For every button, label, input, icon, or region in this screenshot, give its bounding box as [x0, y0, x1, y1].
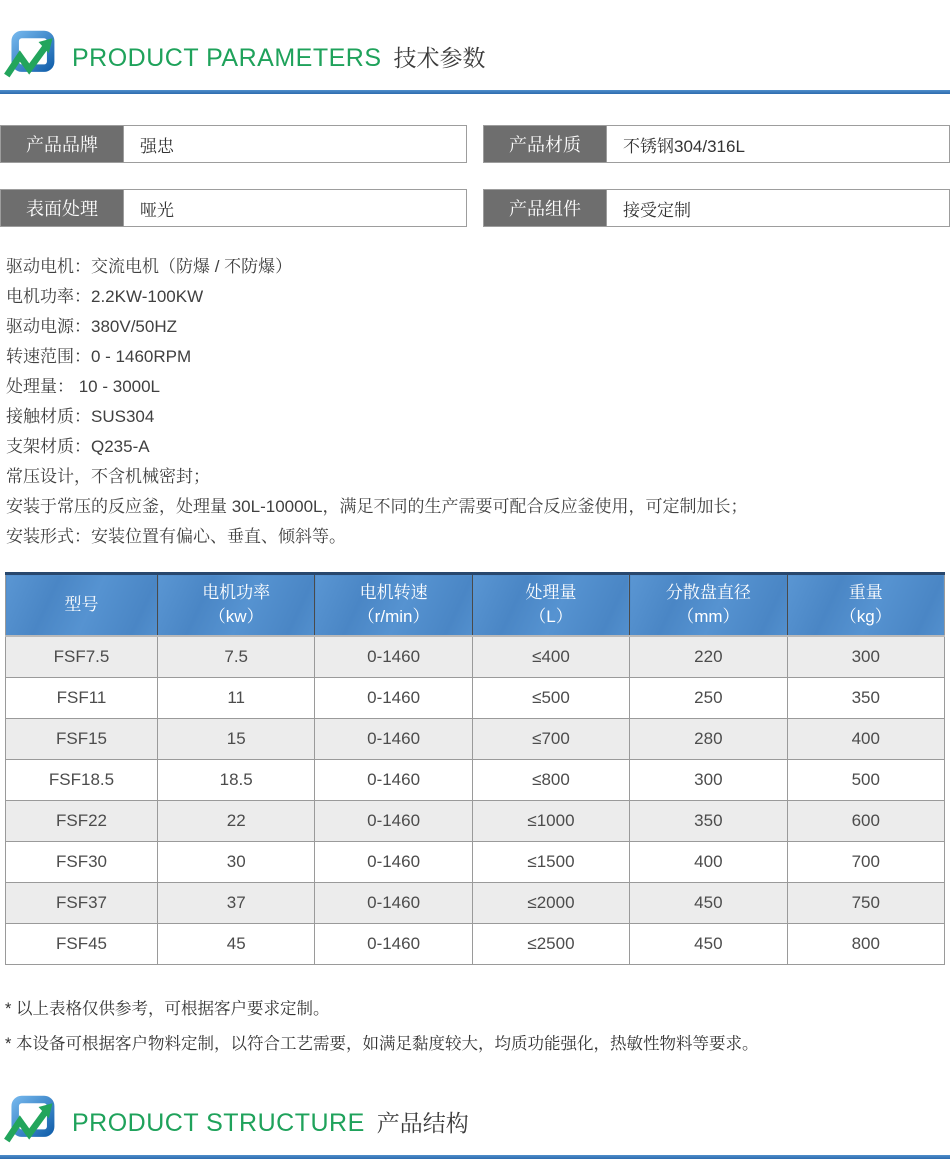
table-cell: ≤1500 [472, 842, 629, 883]
table-cell: FSF22 [6, 801, 158, 842]
spec-list [6, 252, 950, 552]
brand-logo-icon [4, 1093, 60, 1149]
field-label: 产品组件 [484, 190, 606, 226]
field-components [483, 189, 950, 227]
table-cell: 30 [158, 842, 315, 883]
table-cell: 400 [630, 842, 787, 883]
table-cell: 300 [630, 760, 787, 801]
section-title-zh: 产品结构 [376, 1109, 469, 1136]
section-header-parameters [0, 0, 950, 86]
table-cell: FSF45 [6, 924, 158, 965]
table-cell: ≤500 [472, 678, 629, 719]
table-cell: 350 [787, 678, 944, 719]
table-cell: ≤400 [472, 636, 629, 678]
field-value: 接受定制 [606, 190, 949, 226]
table-cell: ≤2500 [472, 924, 629, 965]
table-cell: FSF7.5 [6, 636, 158, 678]
table-cell: 0-1460 [315, 924, 472, 965]
table-row [6, 883, 945, 924]
field-label: 表面处理 [1, 190, 123, 226]
table-row [6, 760, 945, 801]
table-cell: FSF18.5 [6, 760, 158, 801]
spec-line: 支架材质：Q235-A [6, 437, 150, 456]
field-brand [0, 125, 467, 163]
note-line: * 本设备可根据客户物料定制，以符合工艺需要，如满足黏度较大，均质功能强化，热敏性物料等要求。 [5, 1035, 759, 1053]
spec-line: 驱动电源：380V/50HZ [6, 317, 177, 336]
table-cell: 500 [787, 760, 944, 801]
spec-line: 常压设计，不含机械密封； [6, 467, 210, 486]
field-value: 强忠 [123, 126, 466, 162]
table-cell: ≤800 [472, 760, 629, 801]
field-surface-finish [0, 189, 467, 227]
table-cell: 250 [630, 678, 787, 719]
table-column-header: 电机转速 （r/min） [315, 574, 472, 637]
field-value: 哑光 [123, 190, 466, 226]
note-line: * 以上表格仅供参考，可根据客户要求定制。 [5, 1000, 330, 1018]
table-cell: 11 [158, 678, 315, 719]
spec-line: 接触材质：SUS304 [6, 407, 155, 426]
section-title-zh: 技术参数 [393, 44, 486, 71]
table-column-header: 电机功率 （kw） [158, 574, 315, 637]
table-cell: 0-1460 [315, 883, 472, 924]
spec-line: 转速范围：0 - 1460RPM [6, 347, 192, 366]
table-cell: 280 [630, 719, 787, 760]
section-title-en: PRODUCT STRUCTURE [72, 1108, 365, 1137]
table-cell: 400 [787, 719, 944, 760]
table-cell: 750 [787, 883, 944, 924]
table-cell: 45 [158, 924, 315, 965]
table-cell: ≤2000 [472, 883, 629, 924]
table-column-header: 型号 [6, 574, 158, 637]
product-fields [0, 125, 950, 227]
table-cell: ≤700 [472, 719, 629, 760]
table-cell: 350 [630, 801, 787, 842]
brand-logo-icon [4, 28, 60, 84]
table-cell: 450 [630, 883, 787, 924]
spec-line: 安装形式：安装位置有偏心、垂直、倾斜等。 [6, 527, 346, 546]
table-cell: 22 [158, 801, 315, 842]
table-row [6, 636, 945, 678]
table-cell: FSF37 [6, 883, 158, 924]
table-cell: 18.5 [158, 760, 315, 801]
table-cell: FSF11 [6, 678, 158, 719]
section-title-en: PRODUCT PARAMETERS [72, 43, 382, 72]
field-label: 产品品牌 [1, 126, 123, 162]
table-cell: FSF15 [6, 719, 158, 760]
table-cell: 7.5 [158, 636, 315, 678]
table-row [6, 801, 945, 842]
field-material [483, 125, 950, 163]
spec-line: 安装于常压的反应釜，处理量 30L-10000L，满足不同的生产需要可配合反应釜使用，可定制加长； [6, 497, 748, 516]
table-cell: 700 [787, 842, 944, 883]
table-cell: 0-1460 [315, 636, 472, 678]
field-value: 不锈钢304/316L [606, 126, 949, 162]
table-column-header: 重量 （kg） [787, 574, 944, 637]
table-cell: 600 [787, 801, 944, 842]
bottom-padding [0, 1159, 950, 1164]
table-cell: 0-1460 [315, 801, 472, 842]
field-label: 产品材质 [484, 126, 606, 162]
table-cell: 220 [630, 636, 787, 678]
table-cell: 0-1460 [315, 678, 472, 719]
table-row [6, 924, 945, 965]
section-divider-rule [0, 90, 950, 94]
table-cell: 0-1460 [315, 842, 472, 883]
table-column-header: 处理量 （L） [472, 574, 629, 637]
section-header-structure [0, 1065, 950, 1151]
table-cell: ≤1000 [472, 801, 629, 842]
notes [5, 995, 950, 1054]
table-body [6, 636, 945, 965]
section-title [72, 1105, 469, 1138]
section-title [72, 40, 486, 73]
table-cell: 800 [787, 924, 944, 965]
table-cell: 300 [787, 636, 944, 678]
table-cell: 0-1460 [315, 719, 472, 760]
spec-line: 处理量： 10 - 3000L [6, 377, 161, 396]
table-cell: 0-1460 [315, 760, 472, 801]
table-cell: FSF30 [6, 842, 158, 883]
table-cell: 15 [158, 719, 315, 760]
table-header-row [6, 574, 945, 637]
table-cell: 37 [158, 883, 315, 924]
table-row [6, 678, 945, 719]
table-column-header: 分散盘直径 （mm） [630, 574, 787, 637]
spec-line: 电机功率：2.2KW-100KW [6, 287, 204, 306]
table-cell: 450 [630, 924, 787, 965]
table-row [6, 842, 945, 883]
table-row [6, 719, 945, 760]
spec-table [5, 572, 945, 965]
spec-line: 驱动电机：交流电机（防爆 / 不防爆） [6, 257, 293, 276]
